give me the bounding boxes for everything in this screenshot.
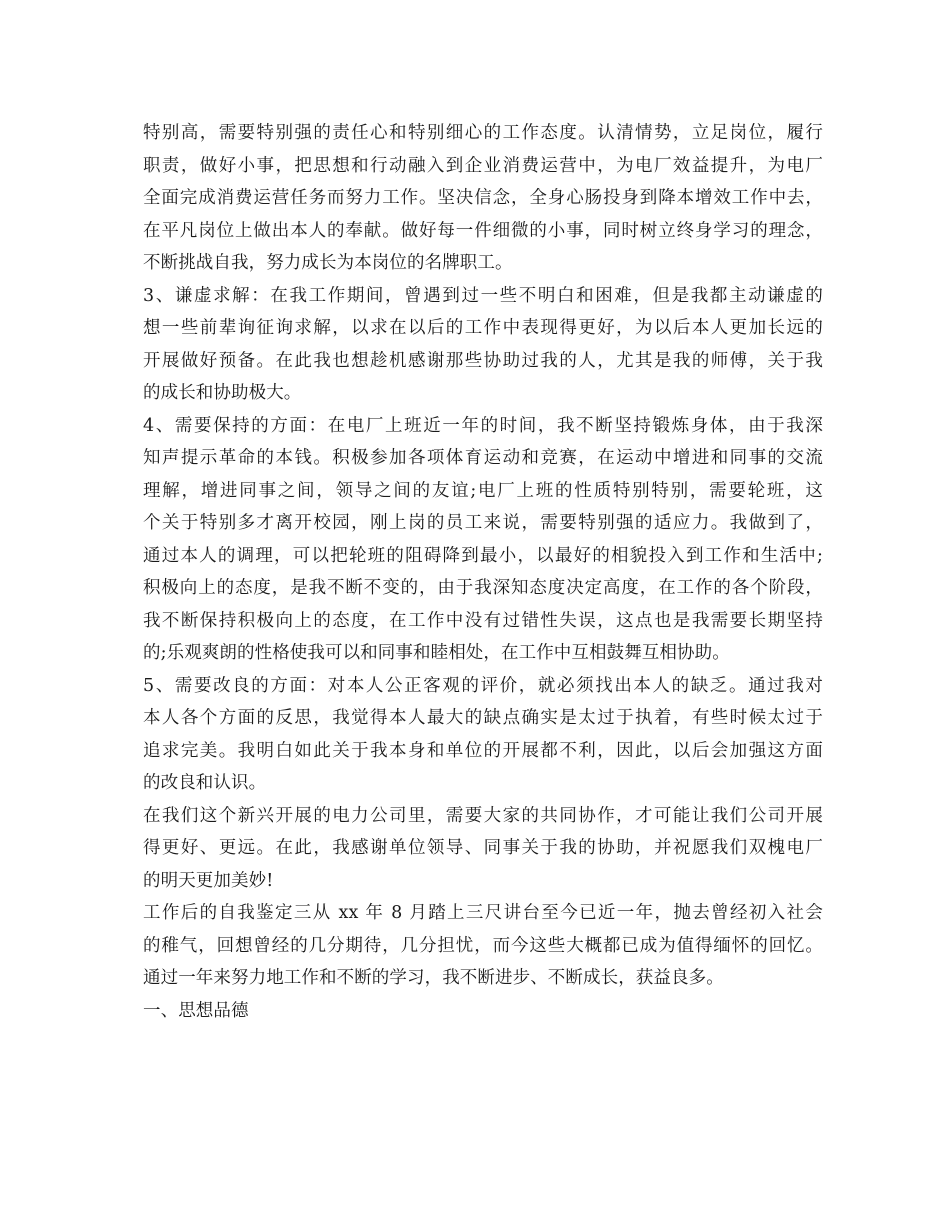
text-line: 工作后的自我鉴定三从 xx 年 8 月踏上三尺讲台至今已近一年，抛去曾经初入社会 [143,903,823,923]
text-line: 的稚气，回想曾经的几分期待，几分担忧，而今这些大概都已成为值得缅怀的回忆。 [143,935,823,956]
text-line: 通过一年来努力地工作和不断的学习，我不断进步、不断成长，获益良多。 [143,968,724,988]
text-line: 5、需要改良的方面：对本人公正客观的评价，就必须找出本人的缺乏。通过我对 [143,675,823,696]
text-line: 知声提示革命的本钱。积极参加各项体育运动和竞赛，在运动中增进和同事的交流 [143,448,823,468]
text-line: 的;乐观爽朗的性格使我可以和同事和睦相处，在工作中互相鼓舞互相协助。 [143,643,730,663]
text-line: 3、谦虚求解：在我工作期间，曾遇到过一些不明白和困难，但是我都主动谦虚的 [143,285,823,306]
text-line: 理解，增进同事之间，领导之间的友谊;电厂上班的性质特别特别，需要轮班，这 [143,480,823,501]
text-line: 本人各个方面的反思，我觉得本人最大的缺点确实是太过于执着，有些时候太过于 [143,708,823,728]
text-line: 积极向上的态度，是我不断不变的，由于我深知态度决定高度，在工作的各个阶段， [143,578,823,598]
section-heading: 一、思想品德 [143,1000,249,1021]
text-line: 的成长和协助极大。 [143,383,302,403]
text-line: 在我们这个新兴开展的电力公司里，需要大家的共同协作，才可能让我们公司开展 [143,805,823,826]
text-line: 全面完成消费运营任务而努力工作。坚决信念，全身心肠投身到降本增效工作中去， [143,188,823,208]
text-line: 不断挑战自我，努力成长为本岗位的名牌职工。 [143,253,513,273]
text-line: 4、需要保持的方面：在电厂上班近一年的时间，我不断坚持锻炼身体，由于我深 [143,415,823,436]
text-line: 开展做好预备。在此我也想趁机感谢那些协助过我的人，尤其是我的师傅，关于我 [143,350,823,371]
text-line: 我不断保持积极向上的态度，在工作中没有过错性失误，这点也是我需要长期坚持 [143,610,823,631]
text-line: 的明天更加美妙! [143,870,274,891]
text-line: 职责，做好小事，把思想和行动融入到企业消费运营中，为电厂效益提升，为电厂 [143,155,823,176]
text-line: 想一些前辈询征询求解，以求在以后的工作中表现得更好，为以后本人更加长远的 [143,318,823,338]
document-body [143,117,823,1027]
text-line: 追求完美。我明白如此关于我本身和单位的开展都不利，因此，以后会加强这方面 [143,740,823,761]
text-line: 得更好、更远。在此，我感谢单位领导、同事关于我的协助，并祝愿我们双槐电厂 [143,838,823,858]
text-line: 特别高，需要特别强的责任心和特别细心的工作态度。认清情势，立足岗位，履行 [143,123,823,143]
text-line: 个关于特别多才离开校园，刚上岗的员工来说，需要特别强的适应力。我做到了， [143,513,823,533]
text-line: 在平凡岗位上做出本人的奉献。做好每一件细微的小事，同时树立终身学习的理念， [143,220,823,241]
text-line: 的改良和认识。 [143,773,267,793]
text-line: 通过本人的调理，可以把轮班的阻碍降到最小，以最好的相貌投入到工作和生活中; [143,545,823,566]
